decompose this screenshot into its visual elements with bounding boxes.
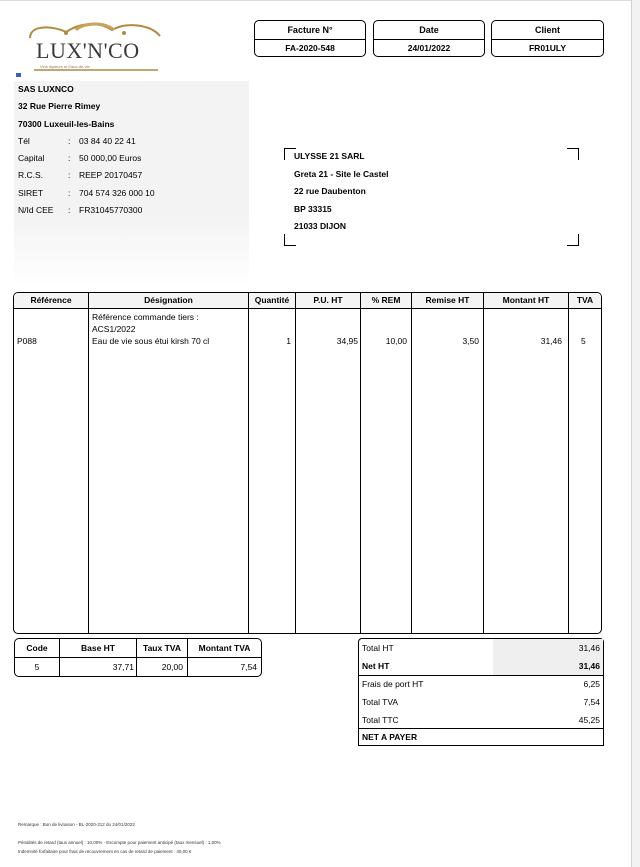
- issuer-phone-row: Tél : 03 84 40 22 41: [18, 136, 136, 146]
- shipping-label: Frais de port HT: [362, 679, 424, 689]
- column-divider: [360, 293, 361, 633]
- footer-remark: Remarque : Bon de livraison - BL-2020-312 du 24/01/2022: [18, 822, 135, 827]
- column-divider: [568, 293, 569, 633]
- row-amount-ht: 31,46: [540, 336, 562, 346]
- row-discount-ht: 3,50: [462, 336, 479, 346]
- client-code-label: Client: [492, 21, 603, 40]
- recipient-address-block: [284, 148, 579, 246]
- totals-block: [358, 638, 604, 746]
- total-ht-row: [359, 639, 603, 657]
- corner-mark: [284, 234, 296, 246]
- vat-base: 37,71: [112, 662, 134, 672]
- col-amount-ht: Montant HT: [502, 295, 550, 305]
- total-tva-row: [359, 693, 603, 711]
- issuer-name: SAS LUXNCO: [18, 84, 74, 94]
- issuer-city: 70300 Luxeuil-les-Bains: [18, 119, 115, 129]
- recipient-line: 22 rue Daubenton: [294, 186, 366, 196]
- total-ttc-row: [359, 711, 603, 729]
- client-code-box: [491, 20, 604, 57]
- column-divider: [411, 293, 412, 633]
- row-unit-price: 34,95: [336, 336, 358, 346]
- issuer-vat-id-row: N/Id CEE : FR31045770300: [18, 205, 143, 215]
- col-reference: Référence: [30, 295, 72, 305]
- recipient-line: ULYSSE 21 SARL: [294, 151, 365, 161]
- invoice-lines-table: [13, 292, 602, 634]
- corner-mark: [567, 148, 579, 160]
- total-ttc-value: 45,25: [578, 715, 600, 725]
- row-discount-pct: 10,00: [385, 336, 407, 346]
- footer-indemnity: Indemnité forfaitaire pour frais de recouvrement en cas de retard de paiement : 40,00 €: [18, 849, 192, 854]
- recipient-line: Greta 21 - Site le Castel: [294, 169, 389, 179]
- vat-code: 5: [34, 662, 40, 672]
- total-tva-label: Total TVA: [362, 697, 399, 707]
- column-divider: [59, 639, 60, 676]
- vat-col-base: Base HT: [80, 643, 115, 653]
- invoice-date-label: Date: [374, 21, 484, 40]
- invoice-number-box: [254, 20, 366, 57]
- company-logo: [26, 20, 164, 74]
- row-quantity: 1: [286, 336, 291, 346]
- net-ht-row: [359, 657, 603, 675]
- issuer-capital-row: Capital : 50 000,00 Euros: [18, 153, 142, 163]
- page-top-border: [0, 0, 631, 1]
- shipping-value: 6,25: [583, 679, 600, 689]
- column-divider: [295, 293, 296, 633]
- col-designation: Désignation: [144, 295, 193, 305]
- column-divider: [136, 639, 137, 676]
- scrollbar-track[interactable]: [631, 0, 640, 867]
- vat-amount: 7,54: [240, 662, 257, 672]
- row-designation-line: ACS1/2022: [92, 324, 136, 334]
- row-designation-line: Référence commande tiers :: [92, 312, 199, 322]
- shipping-row: [359, 675, 603, 693]
- vat-col-amount: Montant TVA: [198, 643, 251, 653]
- column-divider: [88, 293, 89, 633]
- table-header: [14, 293, 601, 309]
- col-unit-price: P.U. HT: [313, 295, 343, 305]
- vat-summary-table: [14, 638, 262, 677]
- total-ttc-label: Total TTC: [362, 715, 399, 725]
- logo-text: LUX'N'CO: [36, 38, 140, 63]
- column-divider: [187, 639, 188, 676]
- col-vat: TVA: [576, 295, 594, 305]
- vat-col-rate: Taux TVA: [143, 643, 181, 653]
- website-link[interactable]: [16, 73, 156, 77]
- recipient-line: BP 33315: [294, 204, 332, 214]
- invoice-number-value: FA-2020-548: [285, 43, 335, 53]
- corner-mark: [567, 234, 579, 246]
- client-code-value: FR01ULY: [528, 43, 566, 53]
- column-divider: [248, 293, 249, 633]
- total-tva-value: 7,54: [583, 697, 600, 707]
- col-discount-ht: Remise HT: [425, 295, 470, 305]
- footer-penalties: Pénalités de retard (taux annuel) : 10,00% - Escompte pour paiement anticipé (taux mensuel) : 1,00%: [18, 840, 221, 845]
- column-divider: [483, 293, 484, 633]
- row-vat: 5: [581, 336, 586, 346]
- net-to-pay-row: [359, 728, 603, 746]
- net-to-pay-label: NET A PAYER: [362, 732, 418, 742]
- recipient-line: 21033 DIJON: [294, 221, 346, 231]
- net-ht-label: Net HT: [362, 661, 390, 671]
- issuer-street: 32 Rue Pierre Rimey: [18, 101, 101, 111]
- net-ht-value: 31,46: [578, 661, 600, 671]
- issuer-siret-row: SIRET : 704 574 326 000 10: [18, 188, 155, 198]
- col-quantity: Quantité: [254, 295, 290, 305]
- vat-rate: 20,00: [161, 662, 183, 672]
- issuer-rcs-row: R.C.S. : REEP 20170457: [18, 170, 143, 180]
- logo-tagline: Vins liqueurs et Eaux-de-vie: [40, 64, 90, 69]
- total-ht-label: Total HT: [362, 643, 394, 653]
- invoice-number-label: Facture N°: [255, 21, 365, 40]
- invoice-date-box: [373, 20, 485, 57]
- row-designation-line: Eau de vie sous étui kirsh 70 cl: [92, 336, 210, 346]
- issuer-block: [14, 81, 249, 286]
- vat-col-code: Code: [26, 643, 48, 653]
- col-discount-pct: % REM: [371, 295, 401, 305]
- total-ht-value: 31,46: [578, 643, 600, 653]
- row-reference: P088: [17, 336, 37, 346]
- invoice-date-value: 24/01/2022: [407, 43, 451, 53]
